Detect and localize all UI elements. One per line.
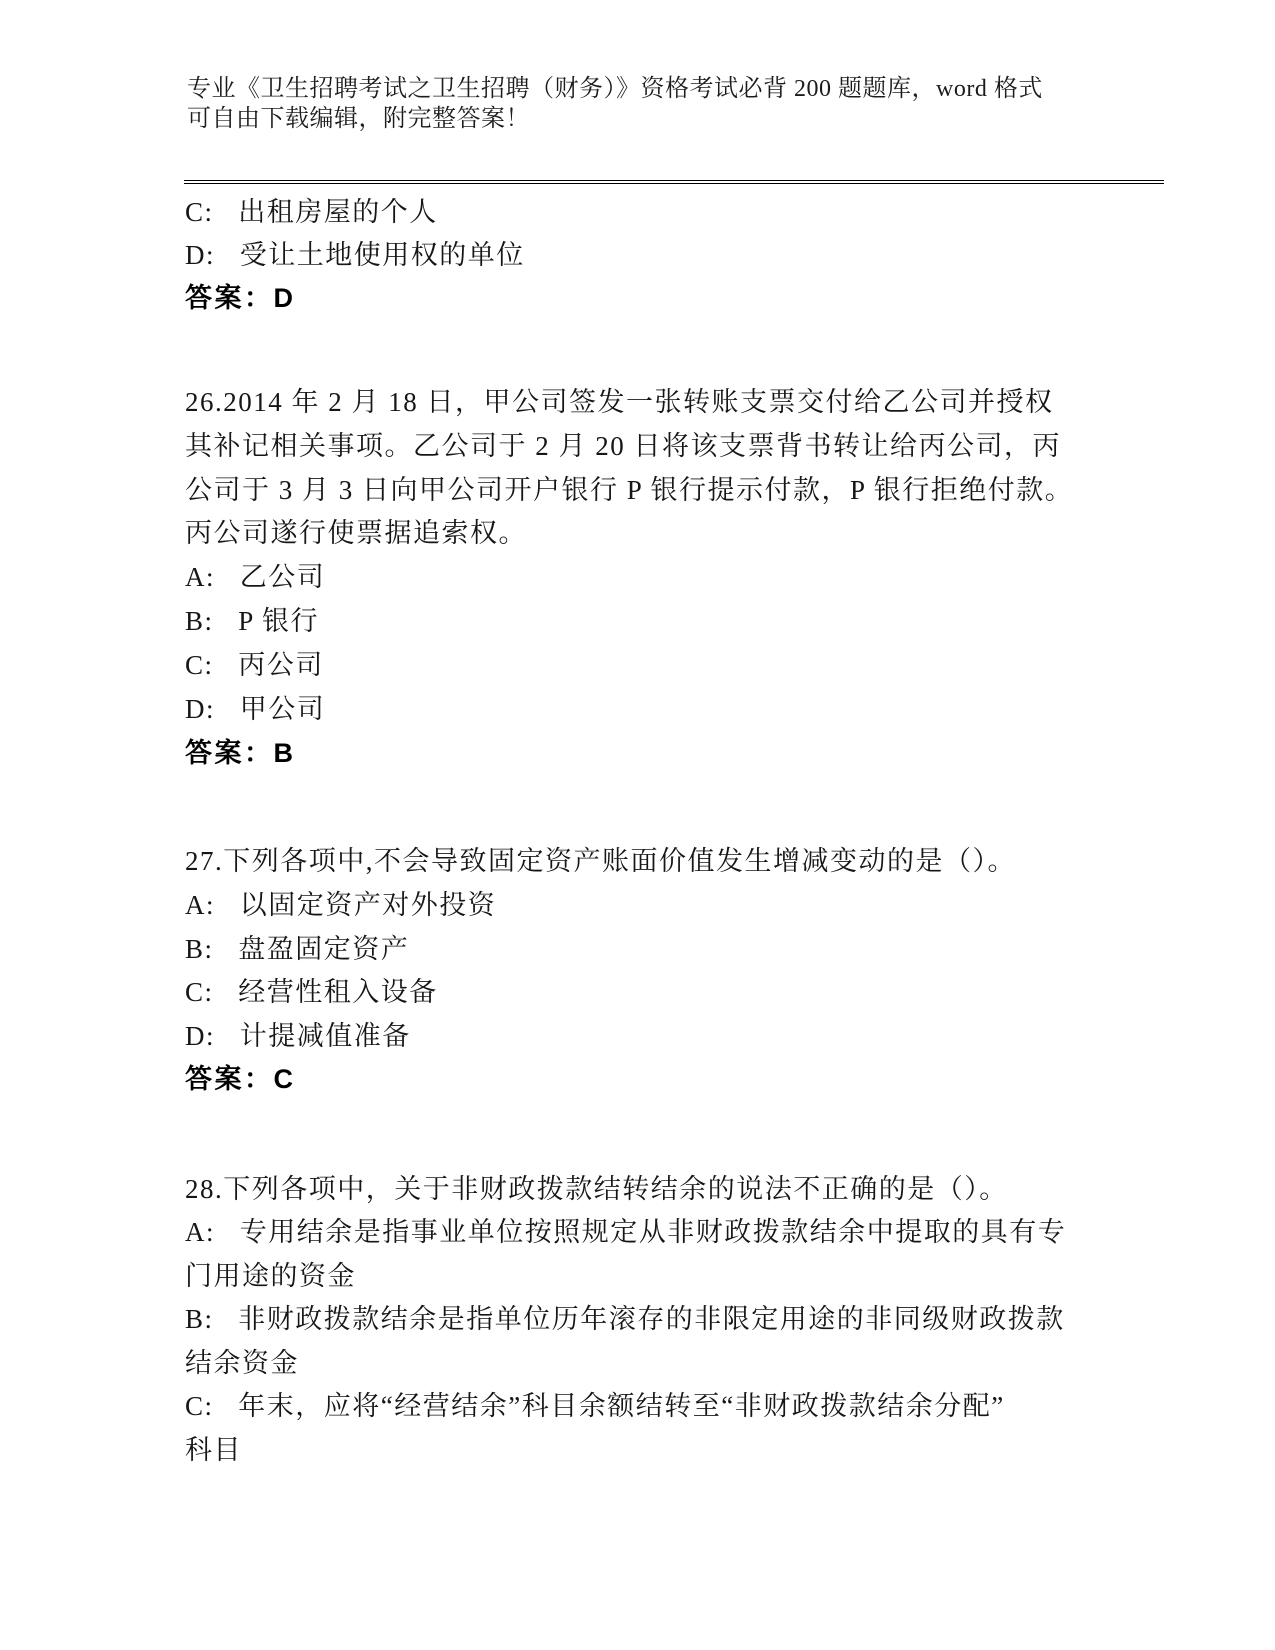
q28-option-a-line2: 门用途的资金	[185, 1261, 356, 1291]
q26-text-line4: 丙公司遂行使票据追索权。	[185, 518, 527, 548]
q25-option-c: C: 出租房屋的个人	[185, 197, 438, 227]
q26-option-a: A: 乙公司	[185, 562, 326, 592]
q28-option-c-line1: C: 年末，应将“经营结余”科目余额结转至“非财政拨款结余分配”	[185, 1391, 1005, 1421]
q28-option-a-line1: A: 专用结余是指事业单位按照规定从非财政拨款结余中提取的具有专	[185, 1217, 1067, 1247]
q26-text-line1: 26.2014 年 2 月 18 日，甲公司签发一张转账支票交付给乙公司并授权	[185, 387, 1054, 417]
q26-option-d: D: 甲公司	[185, 694, 326, 724]
q26-text-line3: 公司于 3 月 3 日向甲公司开户银行 P 银行提示付款，P 银行拒绝付款。	[185, 475, 1074, 505]
q27-option-b: B: 盘盈固定资产	[185, 934, 410, 964]
header-line-2: 可自由下载编辑，附完整答案！	[187, 106, 530, 132]
q28-text: 28.下列各项中，关于非财政拨款结转结余的说法不正确的是（）。	[185, 1174, 1008, 1204]
header-line-1: 专业《卫生招聘考试之卫生招聘（财务）》资格考试必背 200 题题库，word 格式	[187, 76, 1043, 102]
q27-answer: 答案：C	[185, 1064, 296, 1094]
q27-option-d: D: 计提减值准备	[185, 1021, 411, 1051]
q26-text-line2: 其补记相关事项。乙公司于 2 月 20 日将该支票背书转让给丙公司，丙	[185, 431, 1061, 461]
q28-option-b-line1: B: 非财政拨款结余是指单位历年滚存的非限定用途的非同级财政拨款	[185, 1304, 1065, 1334]
q28-option-c-line2: 科目	[185, 1435, 242, 1465]
q27-text: 27.下列各项中,不会导致固定资产账面价值发生增减变动的是（）。	[185, 846, 1016, 876]
q26-answer: 答案：B	[185, 738, 296, 768]
q25-option-d: D: 受让土地使用权的单位	[185, 240, 525, 270]
q26-option-b: B: P 银行	[185, 606, 320, 636]
q27-option-c: C: 经营性租入设备	[185, 977, 438, 1007]
q28-option-b-line2: 结余资金	[185, 1348, 299, 1378]
q25-answer: 答案：D	[185, 283, 296, 313]
q27-option-a: A: 以固定资产对外投资	[185, 890, 497, 920]
document-body	[185, 0, 1090, 1650]
q26-option-c: C: 丙公司	[185, 650, 324, 680]
